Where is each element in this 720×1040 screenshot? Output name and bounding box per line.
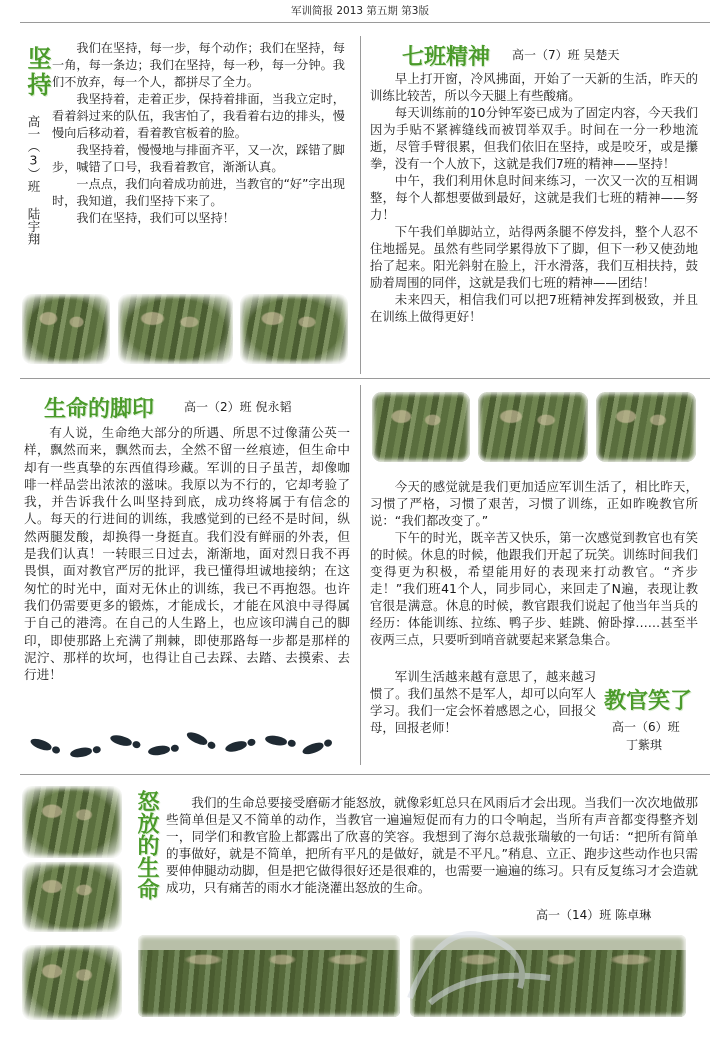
paragraph: 我们在坚持，我们可以坚持！ bbox=[76, 211, 235, 225]
article-byline-jianchi: 高一（3）班 陆宇翔 bbox=[26, 115, 41, 245]
paragraph: 下午我们单脚站立，站得两条腿不停发抖，整个人忍不住地摇晃。虽然有些同学累得放下了脚，但下一秒又使劲地抬了起来。阳光斜射在脸上，汗水滑落，我们互相扶持，鼓励着周围的同伴，这就是我们七班的精神——团结！ bbox=[370, 224, 698, 290]
paragraph: 有人说，生命绝大部分的所遇、所思不过像蒲公英一样，飘然而来，飘然而去，全然不留一丝痕迹，但生命中却有一些真挚的东西值得珍藏。军训的日子虽苦，却像咖啡一样品尝出浓浓的滋味。我原以为不行的，它却考验了我，并告诉我什么叫坚持到底，成功终将属于有信念的人。每天的行进间的训练，我感觉到的已经不是时间，纵然两腿发酸，却换得一身挺直。我们没有鲜丽的外表，但是我们认真！一转眼三日过去，渐渐地，面对烈日我不再畏惧，面对教官严厉的批评，我已懂得坦诚地接纳；在这匆忙的时光中，面对无休止的训练，我已不再抱怨。也许我们仍需要更多的锻炼，才能成长，才能在风浪中寻得属于自己的港湾。在自己的人生路上，也应该印满自己的脚印，即使那路上充满了荆棘，即使那路每一步都是那样的泥泞、那样的坎坷，也得让自己去踩、去踏、去摸索、去行进！ bbox=[24, 425, 350, 683]
photo-marching-2 bbox=[478, 392, 588, 462]
paragraph: 中午，我们利用休息时间来练习，一次又一次的互相调整，每个人都想要做到最好，这就是我们七班的精神——努力！ bbox=[370, 173, 698, 222]
article-body-jiaoguan-tail bbox=[370, 668, 596, 736]
article-body-jiaoyin bbox=[24, 424, 350, 683]
article-title-jianchi: 坚持 bbox=[23, 46, 52, 98]
watermark-logo bbox=[400, 908, 560, 1018]
paragraph: 我坚持着，走着正步，保持着排面，当我立定时，看着斜过来的队伍，我害怕了，我看着右边的排头，慢慢向后移动着，看着教官板着的脸。 bbox=[52, 92, 345, 140]
photo-soldiers-1 bbox=[22, 294, 110, 364]
article-byline-jiaoyin: 高一（2）班 倪永韬 bbox=[184, 400, 292, 414]
photo-portrait-1 bbox=[22, 786, 122, 858]
paragraph: 今天的感觉就是我们更加适应军训生活了，相比昨天，习惯了严格，习惯了艰苦，习惯了训练，正如昨晚教官所说：“我们都改变了。” bbox=[370, 479, 698, 528]
photo-soldiers-2 bbox=[118, 294, 233, 364]
section-rule-2 bbox=[20, 774, 710, 775]
photo-marching-3 bbox=[596, 392, 696, 462]
header-rule bbox=[20, 22, 710, 23]
photo-parade-1 bbox=[138, 935, 400, 1017]
paragraph: 我们在坚持，每一步，每个动作；我们在坚持，每一角，每一条边；我们在坚持，每一秒，每一分钟。我们不放弃，每一个人，都拼尽了全力。 bbox=[52, 41, 345, 89]
paragraph: 一点点，我们向着成功前进，当教官的“好”字出现时，我知道，我们坚持下来了。 bbox=[52, 177, 345, 208]
paragraph: 未来四天，相信我们可以把7班精神发挥到极致，并且在训练上做得更好！ bbox=[370, 292, 698, 324]
paragraph: 我坚持着，慢慢地与排面齐平，又一次，踩错了脚步，喊错了口号，我看着教官，渐渐认真。 bbox=[52, 143, 345, 174]
article-title-qiban: 七班精神 bbox=[402, 44, 491, 70]
article-body-nufang bbox=[166, 794, 698, 896]
article-title-jiaoguan: 教官笑了 bbox=[604, 688, 693, 714]
article-byline-nufang: 高一（14）班 陈卓琳 bbox=[536, 908, 652, 922]
page-header: 军训简报 2013 第五期 第3版 bbox=[291, 5, 429, 17]
photo-marching-1 bbox=[372, 392, 470, 462]
footprints-decoration bbox=[30, 730, 340, 760]
paragraph: 早上打开窗，冷风拂面，开始了一天新的生活，昨天的训练比较苦，所以今天腿上有些酸痛。 bbox=[370, 71, 698, 103]
photo-portrait-2 bbox=[22, 862, 122, 932]
column-divider-top bbox=[360, 36, 361, 374]
article-byline-class-jiaoguan: 高一（6）班 bbox=[612, 720, 680, 734]
section-rule-1 bbox=[20, 378, 710, 379]
column-divider-middle bbox=[360, 385, 361, 765]
photo-soldiers-3 bbox=[240, 294, 348, 364]
article-body-jianchi bbox=[52, 40, 345, 227]
photo-portrait-3 bbox=[22, 945, 122, 1020]
article-byline-name-jiaoguan: 丁紫琪 bbox=[626, 738, 663, 752]
paragraph: 我们的生命总要接受磨砺才能怒放，就像彩虹总只在风雨后才会出现。当我们一次次地做那些简单但是又不简单的动作，当教官一遍遍短促而有力的口令响起，当所有声音都变得整齐划一，同学们和教官脸上都露出了欣喜的笑容。我想到了海尔总裁张瑞敏的一句话：“把所有简单的事做好，就是不简单，把所有平凡的是做好，就是不平凡。”稍息、立正、跑步这些动作也只需要伸伸腿动动脚，但是把它做得很好还是很难的，也需要一遍遍的练习。只有反复练习才会造就成功，只有痛苦的雨水才能浇灌出怒放的生命。 bbox=[166, 795, 698, 895]
article-title-nufang: 怒放的生命 bbox=[134, 790, 160, 900]
article-title-jiaoyin: 生命的脚印 bbox=[44, 396, 155, 422]
article-body-jiaoguan bbox=[370, 478, 698, 648]
article-byline-qiban: 高一（7）班 吴楚天 bbox=[512, 48, 620, 62]
paragraph: 军训生活越来越有意思了，越来越习惯了。我们虽然不是军人，却可以向军人学习。我们一定会怀着感恩之心，回报父母，回报老师！ bbox=[370, 669, 596, 735]
paragraph: 下午的时光，既辛苦又快乐，第一次感觉到教官也有笑的时候。休息的时候，他跟我们开起了玩笑。训练时间我们变得更为积极，希望能用好的表现来打动教官。“齐步走！”我们班41个人，同步同心，来回走了N遍，表现让教官很是满意。休息的时候，教官跟我们说起了他当年当兵的经历：体能训练、拉练、鸭子步、蛙跳、俯卧撑……甚至半夜两三点，只要听到哨音就要起来紧急集合。 bbox=[370, 530, 698, 647]
paragraph: 每天训练前的10分钟军姿已成为了固定内容，今天我们因为手贴不紧裤缝线而被罚举双手。时间在一分一秒地流逝，尽管手臂很累，但我们依旧在坚持，或是咬牙，或是攥拳，没有一个人放下，这就是我们7班的精神——坚持！ bbox=[370, 105, 698, 171]
article-body-qiban bbox=[370, 70, 698, 325]
